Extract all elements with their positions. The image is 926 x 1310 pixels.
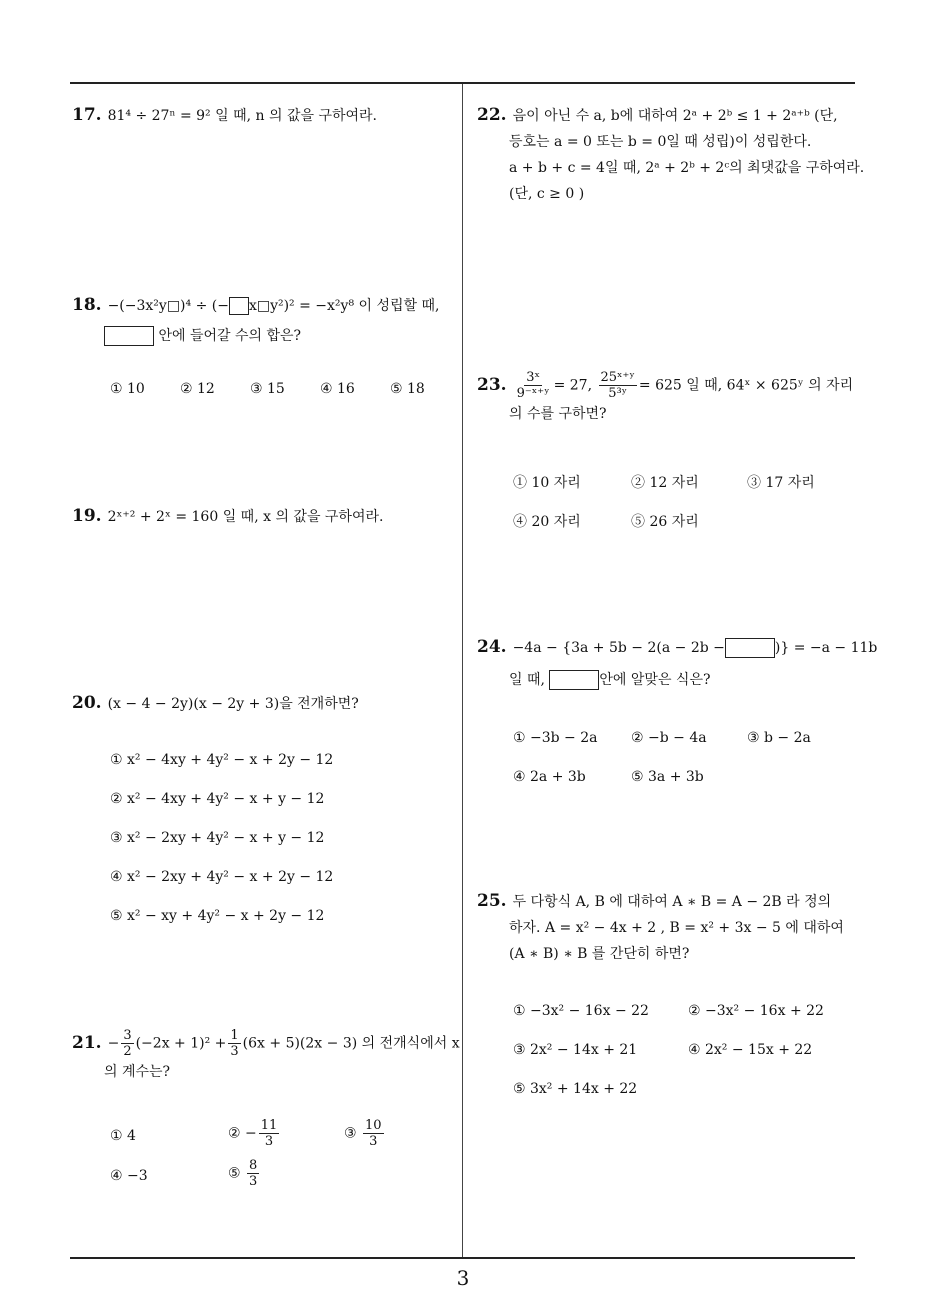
choice-3[interactable]: ③ 15 [250,381,285,397]
question-number: 17. [72,105,102,125]
question-text: 81⁴ ÷ 27ⁿ = 9² 일 때, n 의 값을 구하여라. [107,108,377,124]
question-23 [477,370,862,427]
question-text-mid: (−2x + 1)² + [135,1035,227,1052]
choice-3[interactable]: ③ b − 2a [747,730,811,746]
choice-1[interactable]: ① x² − 4xy + 4y² − x + 2y − 12 [110,752,334,768]
question-text-part1: −4a − {3a + 5b − 2(a − 2b − [512,640,725,656]
question-text-line2: 의 수를 구하면? [509,406,607,422]
question-text-tail: = 625 일 때, 64ˣ × 625ʸ 의 자리 [638,377,854,394]
question-text-mid: = 27, [553,377,593,394]
choice-1[interactable]: ① 10 자리 [513,475,581,491]
choice-5[interactable]: ⑤ $\frac{8}{3}$ [228,1158,258,1189]
choice-1[interactable]: ① −3x² − 16x − 22 [513,1003,649,1019]
choice-4[interactable]: ④ x² − 2xy + 4y² − x + 2y − 12 [110,869,334,885]
choice-3[interactable]: ③ x² − 2xy + 4y² − x + y − 12 [110,830,325,846]
choice-4[interactable]: ④ 16 [320,381,355,397]
choice-5[interactable]: ⑤ 26 자리 [631,514,699,530]
fraction: $\frac{1}{3}$ [230,1028,239,1059]
question-number: 21. [72,1032,102,1053]
fraction: $\frac{\text{3ˣ}}{\text{9⁻ˣ⁺ʸ}}$ [516,370,550,401]
question-19 [72,503,457,530]
question-text: 2ˣ⁺² + 2ˣ = 160 일 때, x 의 값을 구하여라. [107,509,384,525]
question-number: 23. [477,374,507,395]
question-22 [477,102,865,207]
question-24 [477,634,878,693]
question-20 [72,690,457,717]
choice-5[interactable]: ⑤ 3x² + 14x + 22 [513,1081,638,1097]
answer-blank-box [104,326,154,346]
choice-4[interactable]: ④ −3 [110,1168,148,1184]
question-text-line1: 두 다항식 A, B 에 대하여 A ∗ B = A − 2B 라 정의 [512,894,832,910]
question-text-line3: a + b + c = 4일 때, 2ᵃ + 2ᵇ + 2ᶜ의 최댓값을 구하여라. [509,160,865,176]
question-text-part1: −(−3x²y□)⁴ ÷ (− [107,298,229,314]
question-text-line2: 의 계수는? [104,1064,171,1080]
choice-2[interactable]: ② −b − 4a [631,730,707,746]
fraction: $\frac{\text{25ˣ⁺ʸ}}{\text{5³ʸ}}$ [600,370,635,401]
question-25 [477,888,862,967]
choice-2[interactable]: ② 12 [180,381,215,397]
choice-3[interactable]: ③ 17 자리 [747,475,815,491]
choice-3[interactable]: ③ 2x² − 14x + 21 [513,1042,638,1058]
question-18 [72,292,457,349]
choice-2[interactable]: ② 12 자리 [631,475,699,491]
choice-5[interactable]: ⑤ 3a + 3b [631,769,704,785]
choice-5[interactable]: ⑤ 18 [390,381,425,397]
question-number: 25. [477,891,507,911]
choice-2[interactable]: ② − $\frac{11}{3}$ [228,1118,278,1149]
choice-3[interactable]: ③ $\frac{10}{3}$ [344,1118,382,1149]
answer-blank-box [229,297,249,315]
question-21: 21. − $\frac{3}{2}$ (−2x + 1)² + $\frac{1}{3}$ (6x + 5)(2x − 3) 의 전개식에서 x 의 계수는? [72,1028,457,1085]
choice-1[interactable]: ① 4 [110,1128,136,1144]
question-text-line2b: 안에 알맞은 식은? [599,672,711,688]
answer-blank-box [725,638,775,658]
choice-4[interactable]: ④ 2x² − 15x + 22 [688,1042,813,1058]
choice-4[interactable]: ④ 2a + 3b [513,769,586,785]
choice-5[interactable]: ⑤ x² − xy + 4y² − x + 2y − 12 [110,908,325,924]
answer-blank-box [549,670,599,690]
column-divider [462,84,463,1257]
question-text-part2: x□y²)² = −x²y⁸ 이 성립할 때, [248,298,440,314]
question-number: 18. [72,295,102,315]
choice-1[interactable]: ① 10 [110,381,145,397]
question-text-line2: 등호는 a = 0 또는 b = 0일 때 성립)이 성립한다. [509,134,812,150]
question-text-line2: 하자. A = x² − 4x + 2 , B = x² + 3x − 5 에 대하여 [509,920,844,936]
question-text-part2: )} = −a − 11b [774,640,878,656]
question-text-tail: (6x + 5)(2x − 3) 의 전개식에서 x [242,1035,460,1052]
question-number: 20. [72,693,102,713]
question-text: (x − 4 − 2y)(x − 2y + 3)을 전개하면? [107,696,359,712]
choice-4[interactable]: ④ 20 자리 [513,514,581,530]
question-text-line2: 안에 들어갈 수의 합은? [158,328,302,344]
question-text-line4: (단, c ≥ 0 ) [509,186,585,202]
fraction: $\frac{3}{2}$ [123,1028,132,1059]
question-17 [72,102,452,129]
question-text-line1: 음이 아닌 수 a, b에 대하여 2ᵃ + 2ᵇ ≤ 1 + 2ᵃ⁺ᵇ (단, [512,108,838,124]
bottom-rule [70,1257,855,1259]
question-text-line3: (A ∗ B) ∗ B 를 간단히 하면? [509,946,690,962]
question-text-line2a: 일 때, [509,672,545,688]
choice-1[interactable]: ① −3b − 2a [513,730,598,746]
choice-2[interactable]: ② x² − 4xy + 4y² − x + y − 12 [110,791,325,807]
question-number: 22. [477,105,507,125]
page-number: 3 [456,1266,470,1290]
question-number: 24. [477,637,507,657]
choice-2[interactable]: ② −3x² − 16x + 22 [688,1003,824,1019]
question-number: 19. [72,506,102,526]
